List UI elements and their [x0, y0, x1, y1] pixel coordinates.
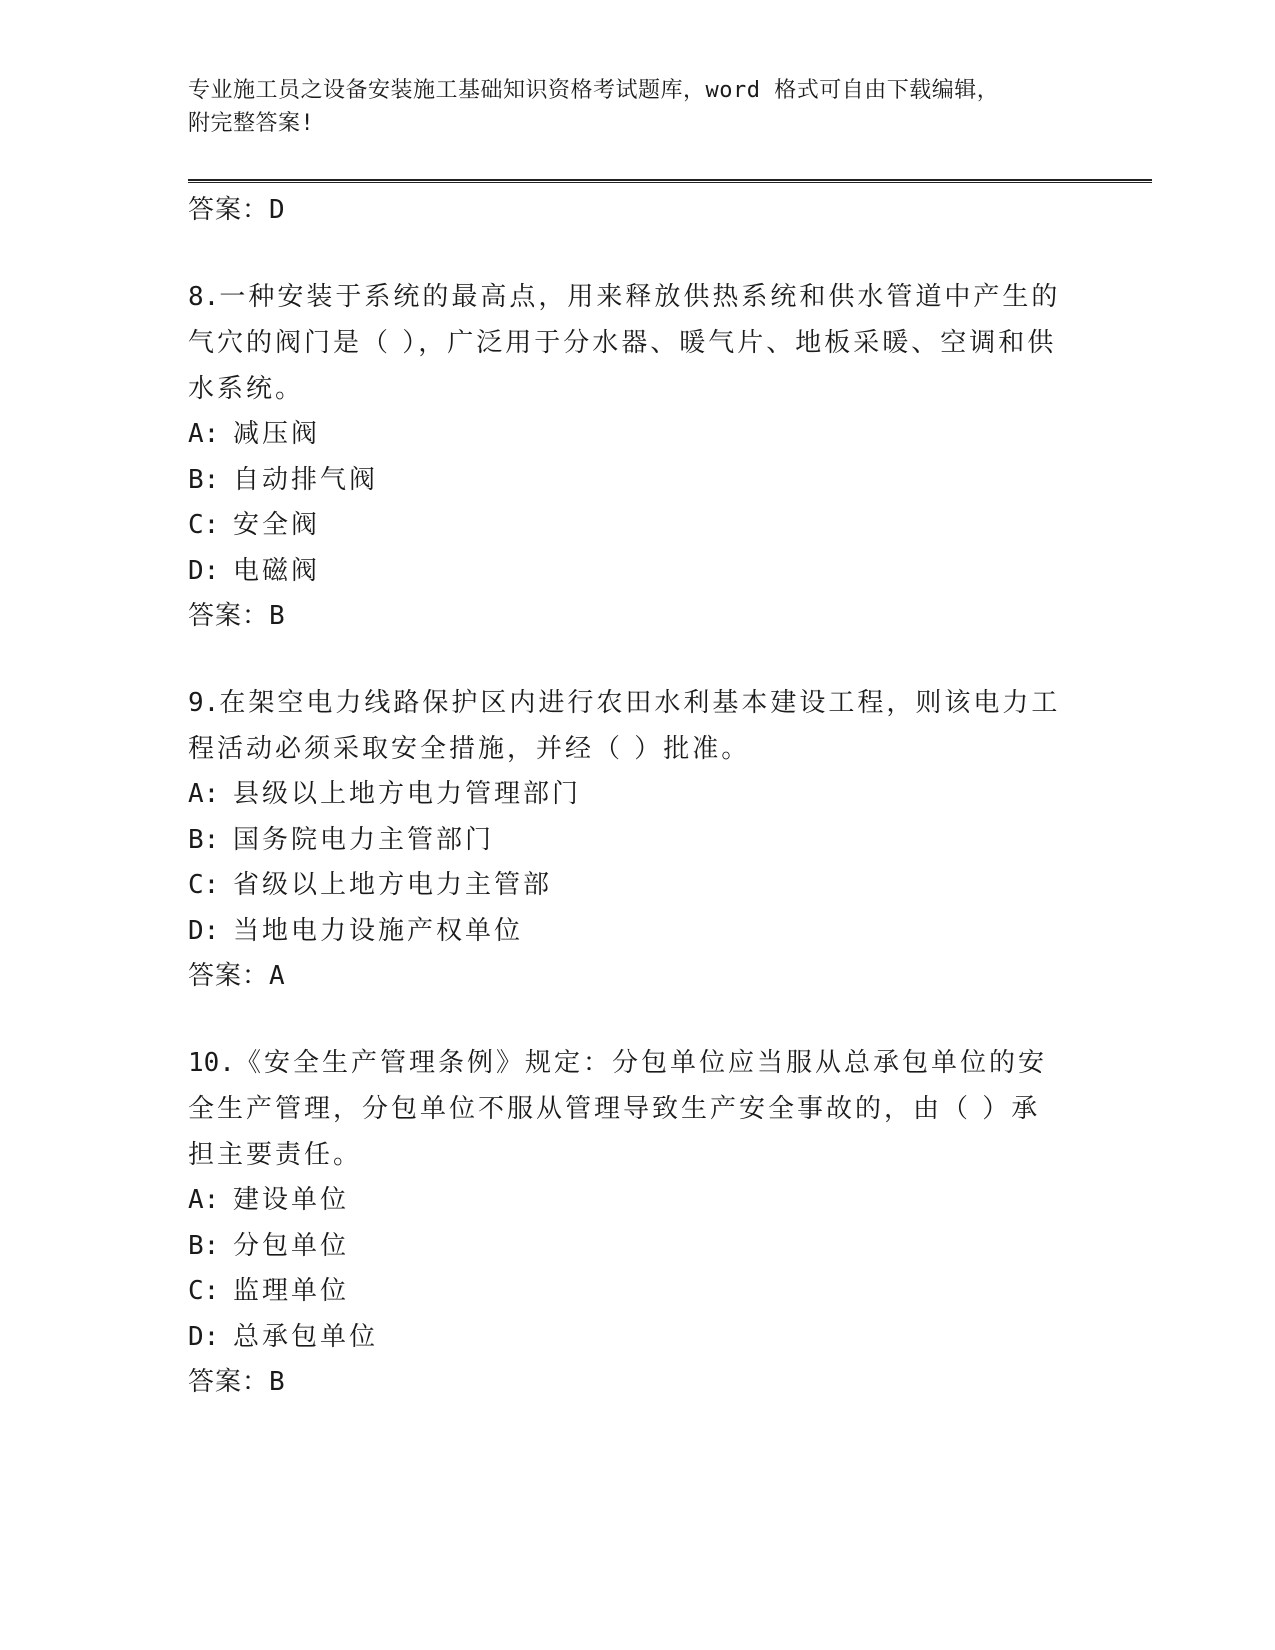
option-list	[188, 772, 1088, 954]
option-key: C:	[188, 870, 220, 900]
answer-value: B	[269, 601, 286, 631]
option-key: B:	[188, 824, 220, 855]
question-body: 《安全生产管理条例》规定：分包单位应当服从总承包单位的安全生产管理，分包单位不服从管理导致生产安全事故的，由（ ）承担主要责任。	[188, 1048, 1047, 1170]
question-body: 一种安装于系统的最高点，用来释放供热系统和供水管道中产生的气穴的阀门是（ ），广泛用于分水器、暖气片、地板采暖、空调和供水系统。	[188, 282, 1061, 404]
option-b	[188, 1224, 1088, 1270]
question-9	[188, 680, 1088, 998]
option-text: 监理单位	[233, 1276, 350, 1306]
header-divider	[188, 179, 1152, 183]
option-d	[188, 549, 1088, 595]
question-answer	[188, 594, 1088, 638]
option-text: 国务院电力主管部门	[233, 824, 495, 855]
option-text: 安全阀	[233, 510, 321, 540]
question-text	[188, 680, 1068, 772]
question-number: 8.	[188, 282, 220, 312]
question-number: 10.	[188, 1048, 235, 1078]
option-text: 减压阀	[233, 419, 321, 449]
option-text: 总承包单位	[233, 1321, 379, 1352]
option-key: C:	[188, 510, 220, 540]
option-text: 县级以上地方电力管理部门	[233, 779, 582, 809]
question-answer	[188, 954, 1088, 998]
question-10	[188, 1040, 1088, 1404]
option-key: A:	[188, 779, 220, 809]
option-c	[188, 863, 1088, 909]
option-key: B:	[188, 1230, 220, 1261]
option-key: C:	[188, 1276, 220, 1306]
answer-label: 答案：	[188, 195, 270, 225]
question-body: 在架空电力线路保护区内进行农田水利基本建设工程，则该电力工程活动必须采取安全措施，并经（ ）批准。	[188, 688, 1061, 764]
answer-value: B	[269, 1367, 286, 1397]
question-answer	[188, 1360, 1088, 1404]
option-b	[188, 458, 1088, 504]
question-text	[188, 274, 1068, 412]
option-text: 自动排气阀	[233, 464, 379, 495]
answer-label: 答案：	[188, 961, 270, 991]
option-text: 建设单位	[233, 1185, 350, 1215]
answer-value: D	[269, 195, 286, 225]
option-a	[188, 772, 1088, 818]
option-a	[188, 412, 1088, 458]
header-line-1: 专业施工员之设备安装施工基础知识资格考试题库，word 格式可自由下载编辑，	[188, 78, 1000, 103]
option-key: D:	[188, 1321, 220, 1352]
answer-value: A	[269, 961, 286, 991]
option-d	[188, 1315, 1088, 1361]
question-text	[188, 1040, 1068, 1178]
option-key: A:	[188, 1185, 220, 1215]
option-a	[188, 1178, 1088, 1224]
answer-label: 答案：	[188, 1367, 270, 1397]
header-line-2: 附完整答案!	[188, 111, 315, 136]
previous-answer	[188, 188, 1088, 232]
option-key: A:	[188, 419, 220, 449]
option-b	[188, 818, 1088, 864]
option-text: 当地电力设施产权单位	[233, 915, 524, 946]
option-c	[188, 503, 1088, 549]
option-key: D:	[188, 555, 220, 586]
question-number: 9.	[188, 688, 220, 718]
question-8	[188, 274, 1088, 638]
option-text: 电磁阀	[233, 555, 321, 586]
option-list	[188, 1178, 1088, 1360]
page-header	[188, 74, 1068, 140]
option-list	[188, 412, 1088, 594]
answer-label: 答案：	[188, 601, 270, 631]
option-c	[188, 1269, 1088, 1315]
option-key: D:	[188, 915, 220, 946]
option-text: 分包单位	[233, 1230, 350, 1261]
document-body	[188, 188, 1088, 1404]
option-key: B:	[188, 464, 220, 495]
option-d	[188, 909, 1088, 955]
option-text: 省级以上地方电力主管部	[233, 870, 553, 900]
